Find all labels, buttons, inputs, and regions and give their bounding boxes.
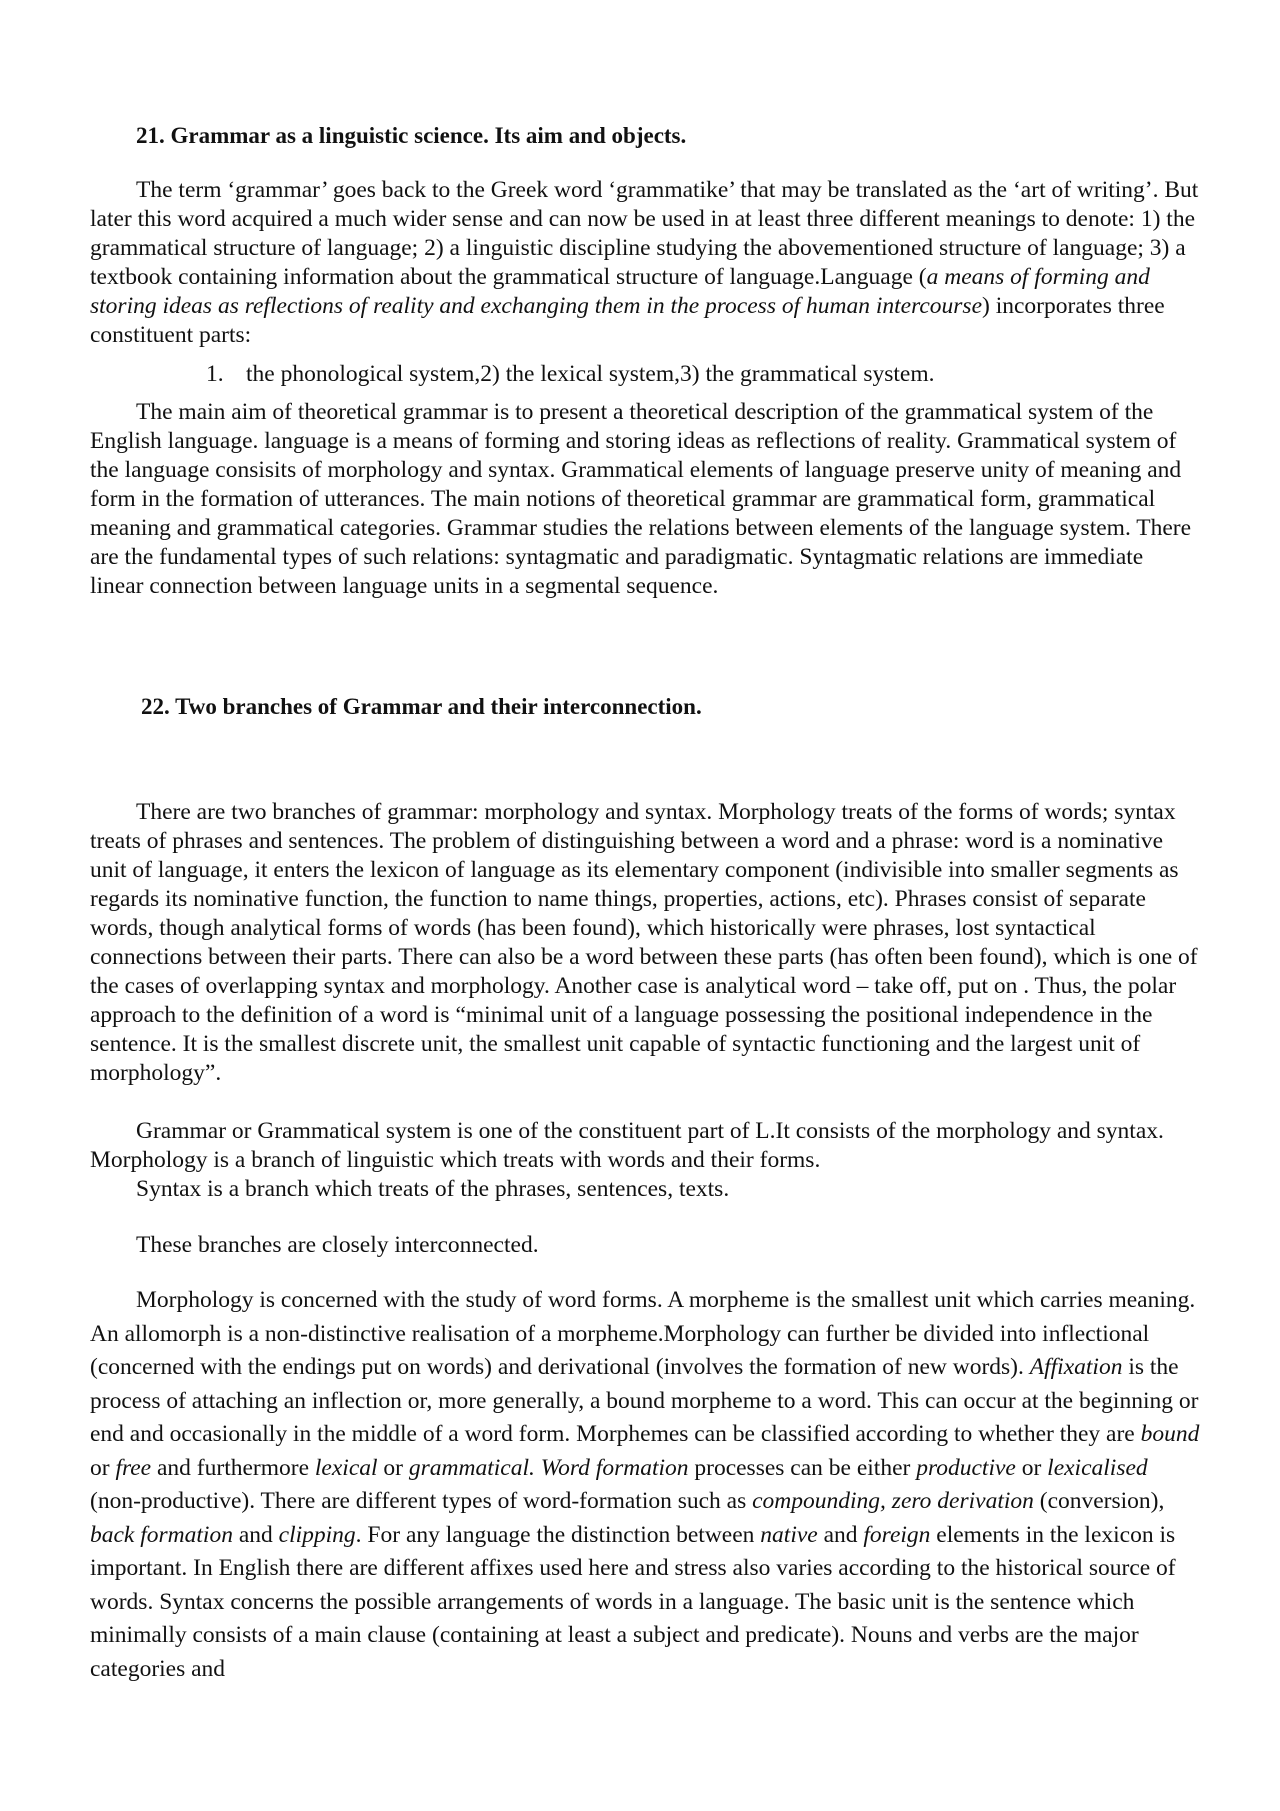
text-run: and: [817, 1521, 864, 1548]
section-22-paragraph-1: There are two branches of grammar: morphology and syntax. Morphology treats of the forms of words; syntax treats of phrases and sentences. The problem of distinguishing between a word and a phrase: word is a nominative unit of language, it enters the lexicon of language as its elementary component (indivisible into smaller segments as regards its nominative function, the function to name things, properties, actions, etc). Phrases consist of separate words, though analytical forms of words (has been found), which historically were phrases, lost syntactical connections between their parts. There can also be a word between these parts (has often been found), which is one of the cases of overlapping syntax and morphology. Another case is analytical word – take off, put on . Thus, the polar approach to the definition of a word is “minimal unit of a language possessing the positional independence in the sentence. It is the smallest discrete unit, the smallest unit capable of syntactic functioning and the largest unit of morphology”.: [90, 799, 1198, 1086]
section-21-paragraph-2: The main aim of theoretical grammar is to present a theoretical description of the grammatical system of the English language. language is a means of forming and storing ideas as reflections of reality. Grammatical system of the language consisits of morphology and syntax. Grammatical elements of language preserve unity of meaning and form in the formation of utterances. The main notions of theoretical grammar are grammatical form, grammatical meaning and grammatical categories. Grammar studies the relations between elements of the language system. There are the fundamental types of such relations: syntagmatic and paradigmatic. Syntagmatic relations are immediate linear connection between language units in a segmental sequence.: [90, 399, 1192, 599]
section-22-paragraph-3: Syntax is a branch which treats of the phrases, sentences, texts.: [136, 1176, 730, 1202]
text-run: (non-productive). There are different types of word-formation such as: [90, 1488, 753, 1514]
text-run: and furthermore: [151, 1454, 315, 1481]
text-run: or: [1015, 1454, 1048, 1481]
italic-run: a means of forming and storing ideas as reflections of reality and exchanging them in the process of human intercourse: [90, 264, 1150, 319]
section-21-paragraph-1: [90, 176, 1200, 350]
text-run: or: [90, 1454, 116, 1481]
list-number: 1.: [206, 361, 224, 387]
section-22-heading: 22. Two branches of Grammar and their interconnection.: [141, 694, 702, 719]
italic-run: native: [760, 1521, 818, 1548]
text-run: and: [232, 1521, 279, 1548]
section-21-heading: 21. Grammar as a linguistic science. Its aim and objects.: [136, 123, 687, 148]
text-run: . For any language the distinction between: [355, 1521, 761, 1548]
section-22-paragraph-5: [90, 1284, 1200, 1686]
italic-run: foreign: [863, 1521, 931, 1548]
text-run: or: [377, 1454, 409, 1481]
list-text: the phonological system,2) the lexical system,3) the grammatical system.: [246, 361, 935, 387]
italic-run: bound: [1140, 1421, 1200, 1447]
text-run: Morphology is concerned with the study of word forms. A morpheme is the smallest unit which carries meaning. An allomorph is a non-distinctive realisation of a morpheme.Morphology can further be divided into inflectional (concerned with the endings put on words) and derivational (involves the formation of new words).: [90, 1287, 1196, 1380]
text-run: processes can be either: [688, 1454, 917, 1481]
italic-run: grammatical. Word formation: [408, 1454, 689, 1481]
section-22-paragraph-4: These branches are closely interconnected.: [136, 1232, 539, 1258]
italic-run: back formation: [90, 1521, 233, 1548]
text-run: elements in the lexicon is important. In English there are different affixes used here and stress also varies according to the historical source of words. Syntax concerns the possible arrangements of words in a language. The basic unit is the sentence which minimally consists of a main clause (containing at least a subject and predicate). Nouns and verbs are the major categories and: [90, 1521, 1176, 1682]
text-run: ) incorporates three constituent parts:: [90, 293, 1165, 348]
italic-run: compounding, zero derivation: [752, 1488, 1034, 1514]
italic-run: lexicalised: [1047, 1454, 1148, 1481]
section-22-paragraph-2: Grammar or Grammatical system is one of the constituent part of L.It consists of the morphology and syntax. Morphology is a branch of linguistic which treats with words and their forms.: [90, 1118, 1164, 1173]
italic-run: lexical: [314, 1454, 378, 1481]
italic-run: free: [115, 1454, 152, 1481]
italic-run: clipping: [278, 1521, 356, 1548]
text-run: is the process of attaching an inflection or, more generally, a bound morpheme to a word. This can occur at the beginning or end and occasionally in the middle of a word form. Morphemes can be classified according to whether they are: [90, 1354, 1199, 1447]
constituent-parts-list-item: [206, 360, 935, 389]
text-run: (conversion),: [1033, 1488, 1165, 1514]
italic-run: productive: [916, 1454, 1016, 1481]
italic-run: Affixation: [1029, 1354, 1123, 1380]
text-run: The term ‘grammar’ goes back to the Greek word ‘grammatike’ that may be translated as the ‘art of writing’. But later this word acquired a much wider sense and can now be used in at least three different meanings to denote: 1) the grammatical structure of language; 2) a linguistic discipline studying the abovementioned structure of language; 3) a textbook containing information about the grammatical structure of language.Language (: [90, 177, 1199, 290]
